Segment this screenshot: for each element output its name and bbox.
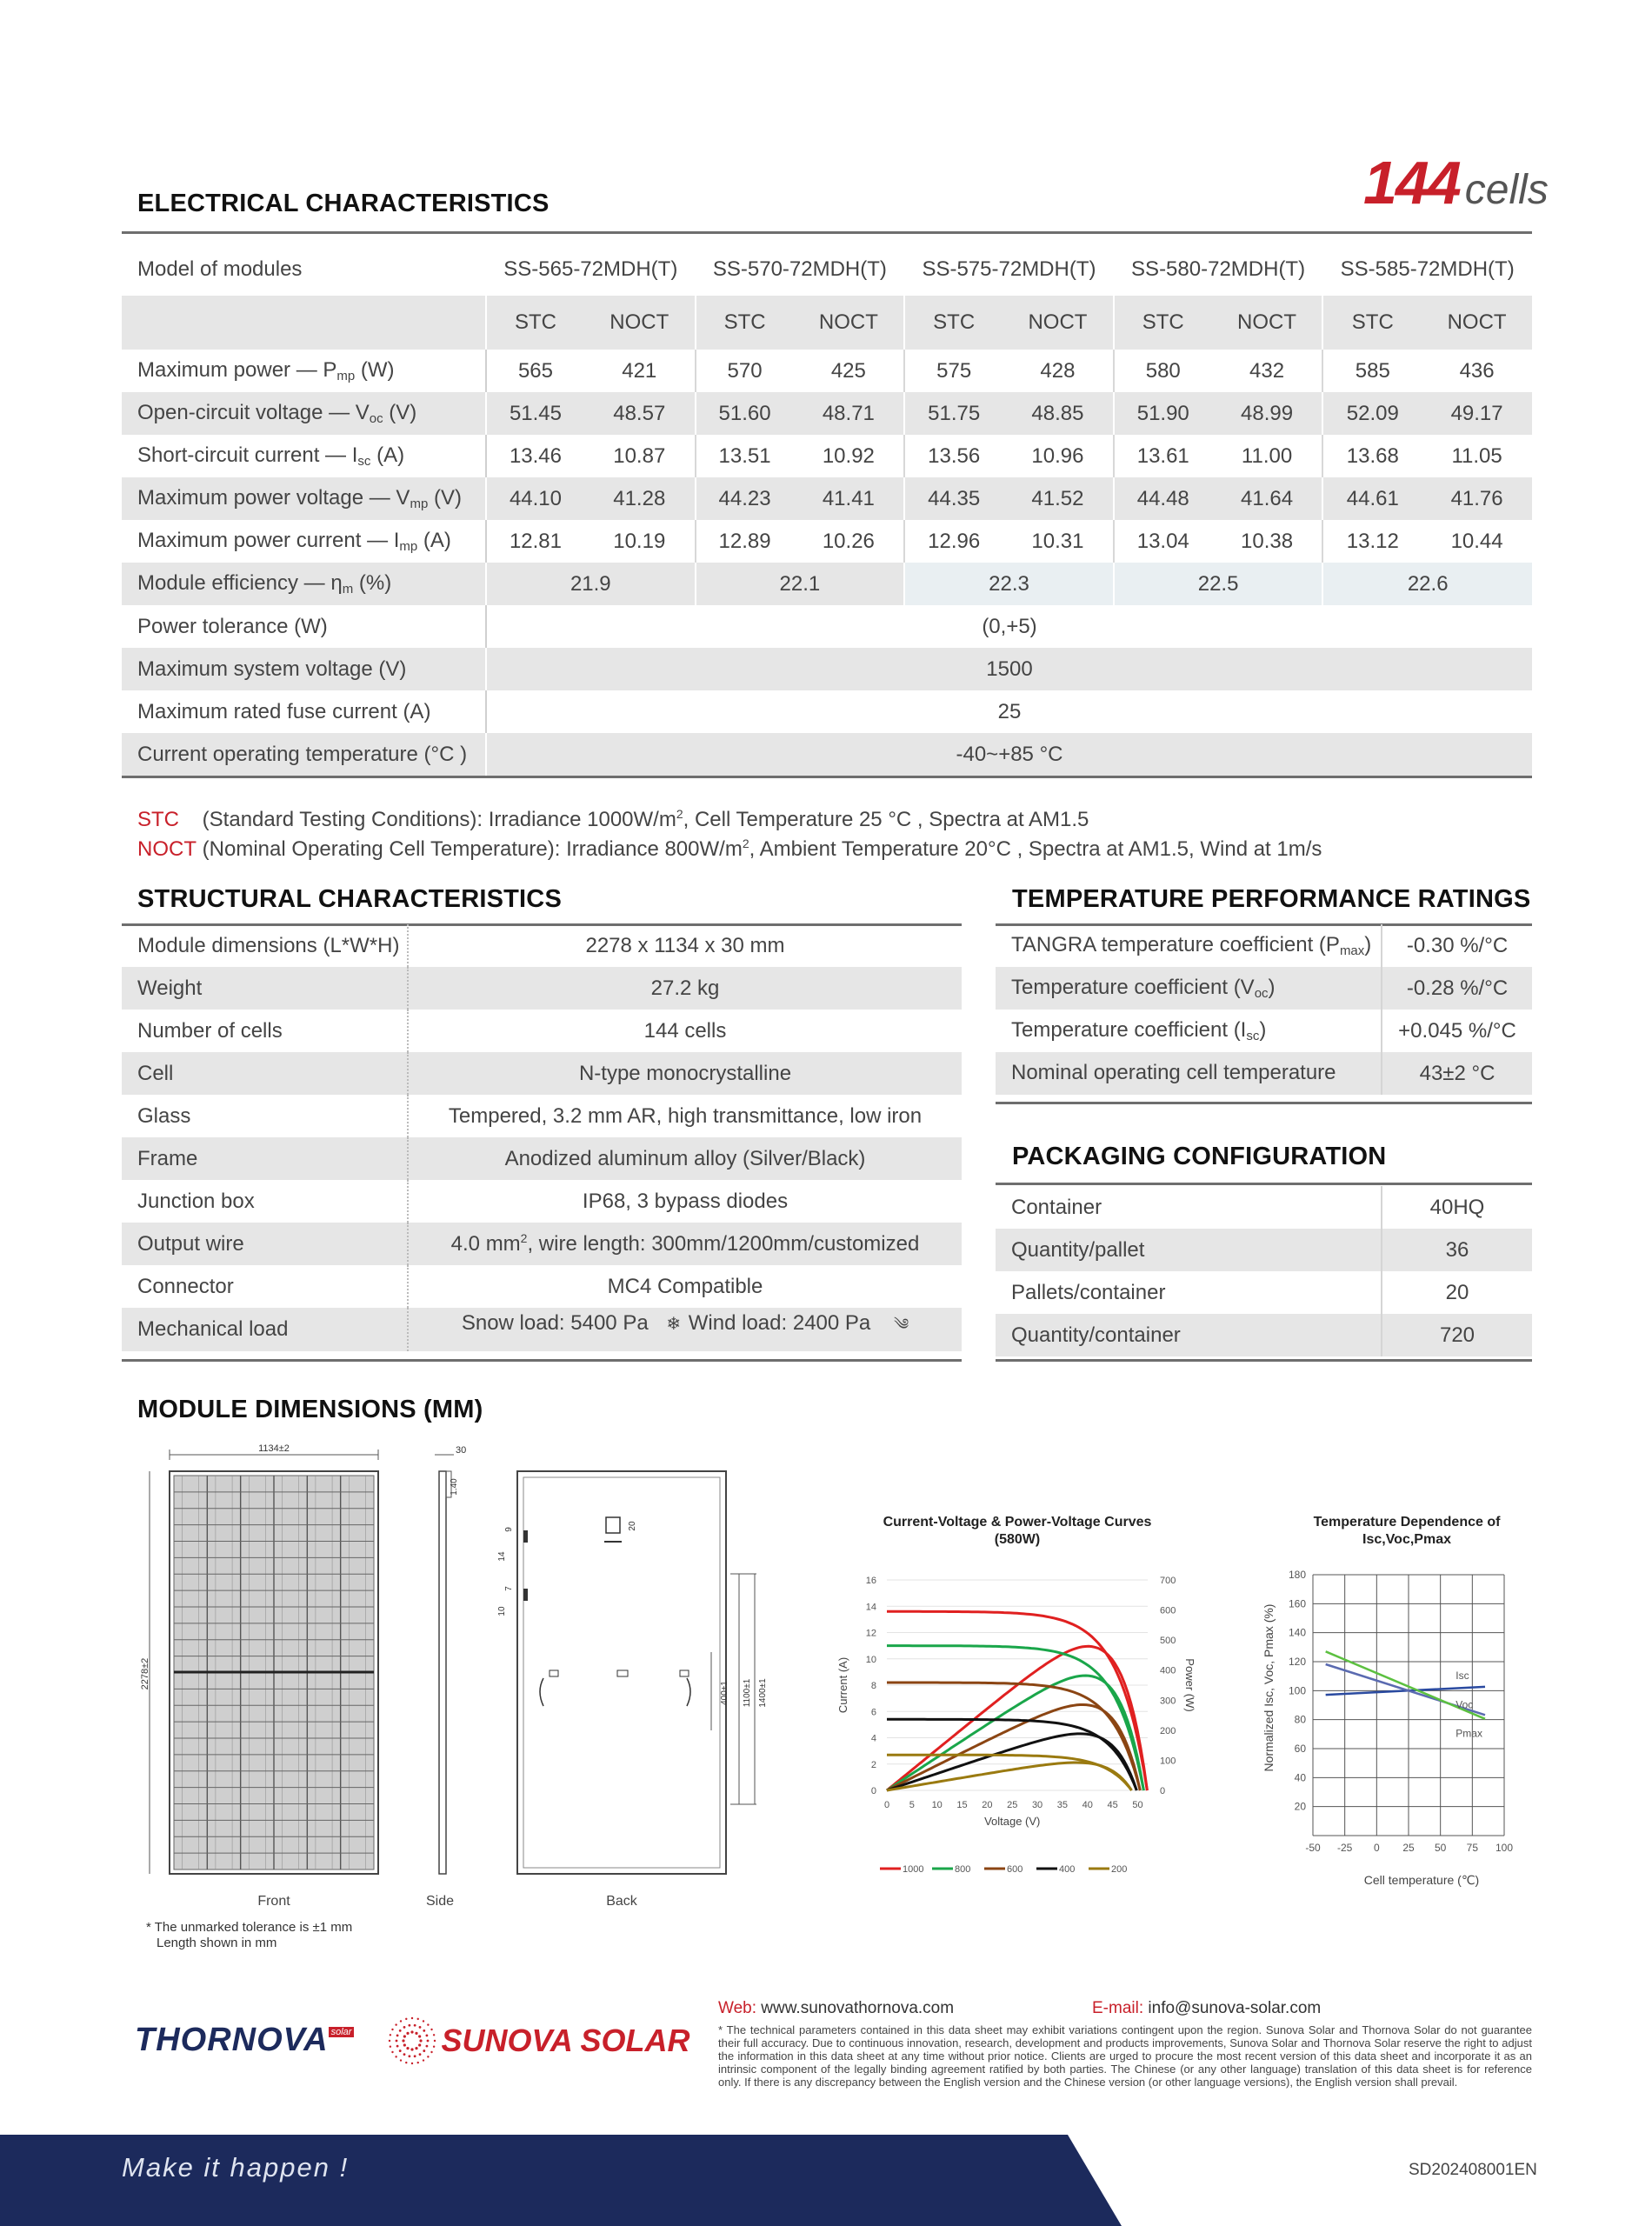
svg-text:1100±1: 1100±1 xyxy=(743,1678,752,1708)
email-label: E-mail: xyxy=(1092,1999,1144,2017)
x-tick-label: 50 xyxy=(1434,1842,1447,1854)
electrical-table xyxy=(122,243,1532,776)
y-tick-label: 60 xyxy=(1294,1743,1306,1755)
cell-value: 432 xyxy=(1249,358,1285,383)
row-label: Power tolerance (W) xyxy=(122,605,486,648)
model-name: SS-585-72MDH(T) xyxy=(1322,243,1532,296)
packaging-bottom-rule xyxy=(996,1359,1532,1362)
row-value: Anodized aluminum alloy (Silver/Black) xyxy=(408,1137,962,1180)
cell-value: 48.99 xyxy=(1212,392,1323,435)
row-value: 20 xyxy=(1445,1280,1469,1304)
x-axis-label: Voltage (V) xyxy=(984,1815,1041,1828)
y-tick-label: 8 xyxy=(870,1681,876,1691)
cell-value: 51.45 xyxy=(486,392,584,435)
svg-text:20: 20 xyxy=(628,1521,637,1531)
row-label: Temperature coefficient $(I_{sc})$ xyxy=(996,1010,1382,1052)
y2-tick-label: 600 xyxy=(1160,1605,1176,1616)
row-label: Maximum system voltage (V) xyxy=(122,648,486,690)
cell-value: 436 xyxy=(1459,358,1495,383)
thornova-tag: solar xyxy=(329,2027,355,2037)
row-value: (0,+5) xyxy=(982,614,1037,638)
condition-header: STC xyxy=(1322,296,1422,350)
table-row xyxy=(122,967,962,1010)
row-label: Maximum power voltage — $V_{mp}$ (V) xyxy=(122,477,486,520)
back-view xyxy=(497,1471,768,1874)
row-label: Current operating temperature (°C ) xyxy=(122,733,486,776)
sunova-logo xyxy=(387,2016,689,2066)
series-label: Pmax xyxy=(1455,1727,1482,1740)
y-tick-label: 16 xyxy=(865,1576,876,1586)
cell-value: 22.5 xyxy=(1114,563,1323,605)
cell-value: 21.9 xyxy=(486,563,696,605)
cell-value: 428 xyxy=(1040,358,1076,383)
row-label: Quantity/pallet xyxy=(996,1229,1382,1271)
x-tick-label: 25 xyxy=(1402,1842,1415,1854)
cell-value: 425 xyxy=(830,358,866,383)
cell-value: 51.60 xyxy=(696,392,794,435)
table-row xyxy=(122,1095,962,1137)
table-row xyxy=(122,392,1532,435)
row-value: MC4 Compatible xyxy=(607,1274,763,1298)
svg-text:400±1: 400±1 xyxy=(720,1681,729,1705)
cell-value: 10.38 xyxy=(1241,529,1294,553)
electrical-title: ELECTRICAL CHARACTERISTICS xyxy=(137,190,550,217)
condition-row xyxy=(122,296,1532,350)
cell-value: 13.51 xyxy=(696,435,794,477)
y-tick-label: 120 xyxy=(1288,1656,1306,1668)
table-row xyxy=(122,1265,962,1308)
stc-text-2: , Cell Temperature 25 °C , Spectra at AM1.5 xyxy=(683,808,1089,831)
y-tick-label: 140 xyxy=(1288,1626,1306,1639)
cell-value: 22.1 xyxy=(696,563,905,605)
chart-subtitle: Isc,Voc,Pmax xyxy=(1362,1532,1451,1547)
row-label: Weight xyxy=(122,967,408,1010)
cell-value: 13.12 xyxy=(1322,520,1422,563)
table-row xyxy=(122,1223,962,1265)
row-value: 43±2 °C xyxy=(1382,1052,1532,1095)
model-name: SS-570-72MDH(T) xyxy=(696,243,905,296)
table-row xyxy=(122,1052,962,1095)
wind-icon: ༄ xyxy=(893,1316,909,1333)
cell-value: 575 xyxy=(904,350,1003,392)
cell-value: 22.6 xyxy=(1322,563,1532,605)
length-dim-label: 2278±2 xyxy=(140,1657,150,1690)
cell-value: 49.17 xyxy=(1422,392,1532,435)
web-label: Web: xyxy=(718,1999,757,2017)
y2-tick-label: 0 xyxy=(1160,1786,1166,1796)
row-value: 40HQ xyxy=(1429,1195,1485,1219)
noct-text-1: (Nominal Operating Cell Temperature): Irradiance 800W/m xyxy=(202,837,743,861)
row-label: Nominal operating cell temperature xyxy=(996,1052,1382,1095)
y2-tick-label: 500 xyxy=(1160,1636,1176,1647)
cell-value: 585 xyxy=(1322,350,1422,392)
legend-label: 800 xyxy=(955,1864,971,1875)
table-row xyxy=(122,605,1532,648)
cells-word: cells xyxy=(1464,167,1549,213)
width-dim-label: 1134±2 xyxy=(258,1443,290,1454)
row-label: Maximum power — $P_{mp}$ (W) xyxy=(122,350,486,392)
cell-value: 11.05 xyxy=(1451,443,1502,468)
table-row xyxy=(122,435,1532,477)
iv-pv-chart xyxy=(826,1509,1196,1875)
side-width-label: 30 xyxy=(456,1445,467,1456)
row-value: -0.30 %/°C xyxy=(1406,933,1509,957)
condition-header: NOCT xyxy=(1003,296,1114,350)
condition-header: NOCT xyxy=(1422,296,1532,350)
condition-header: NOCT xyxy=(794,296,905,350)
stc-text-1: (Standard Testing Conditions): Irradiance 1000W/m xyxy=(202,808,676,831)
packaging-title: PACKAGING CONFIGURATION xyxy=(1012,1143,1387,1170)
temperature-dependence-chart xyxy=(1252,1509,1539,1917)
y-tick-label: 0 xyxy=(870,1786,876,1796)
stc-note: STC (Standard Testing Conditions): Irradiance $1000W/m^2$, Cell Temperature 25 °C , Spectra at AM1.5 xyxy=(137,807,1089,831)
y-tick-label: 10 xyxy=(865,1654,876,1665)
temperature-title: TEMPERATURE PERFORMANCE RATINGS xyxy=(1012,885,1531,913)
y-tick-label: 160 xyxy=(1288,1597,1306,1610)
table-row xyxy=(122,477,1532,520)
row-value: 2278 x 1134 x 30 mm xyxy=(585,933,785,957)
model-name: SS-575-72MDH(T) xyxy=(904,243,1114,296)
y-axis-label: Current (A) xyxy=(836,1656,849,1714)
electrical-top-rule xyxy=(122,231,1532,234)
cell-value: 51.75 xyxy=(904,392,1003,435)
cell-value: 565 xyxy=(517,358,553,383)
row-label: Junction box xyxy=(122,1180,408,1223)
snow-load: Snow load: 5400 Pa xyxy=(461,1311,649,1335)
side-caption: Side xyxy=(425,1894,455,1909)
row-label: Short-circuit current — $I_{sc}$ (A) xyxy=(122,435,486,477)
structural-title: STRUCTURAL CHARACTERISTICS xyxy=(137,885,562,913)
pv-curve-400 xyxy=(887,1734,1136,1790)
noct-key: NOCT xyxy=(137,837,197,861)
packaging-top-rule xyxy=(996,1183,1532,1185)
row-value: 4.0 $mm^2$, wire length: 300mm/1200mm/customized xyxy=(408,1223,962,1265)
cell-value: 51.90 xyxy=(1114,392,1212,435)
cell-value: 41.52 xyxy=(1003,477,1114,520)
row-value: Tempered, 3.2 mm AR, high transmittance, low iron xyxy=(448,1103,923,1128)
iv-curve-600 xyxy=(887,1683,1140,1790)
email-line xyxy=(1092,1999,1321,2018)
front-caption: Front xyxy=(257,1894,290,1909)
row-value: 25 xyxy=(997,699,1022,723)
table-row xyxy=(122,733,1532,776)
svg-text:7: 7 xyxy=(504,1586,514,1591)
table-row xyxy=(996,1229,1532,1271)
temperature-table xyxy=(996,924,1532,1095)
table-row xyxy=(122,350,1532,392)
condition-header: STC xyxy=(486,296,584,350)
cell-value: 13.46 xyxy=(509,443,562,468)
row-label: Quantity/container xyxy=(996,1314,1382,1356)
row-value: -0.28 %/°C xyxy=(1382,967,1532,1010)
cell-value: 10.26 xyxy=(822,529,875,553)
x-tick-label: -25 xyxy=(1336,1842,1353,1854)
y-tick-label: 80 xyxy=(1294,1713,1306,1726)
web-line xyxy=(718,1999,954,2018)
cell-value: 13.68 xyxy=(1322,435,1422,477)
thornova-wordmark: THORNOVA xyxy=(135,2022,329,2058)
y-tick-label: 40 xyxy=(1294,1771,1306,1784)
side-small-label: 1.40 xyxy=(450,1478,459,1496)
row-value: 36 xyxy=(1382,1229,1532,1271)
table-row xyxy=(122,1308,962,1351)
table-row xyxy=(122,1180,962,1223)
cell-value: 580 xyxy=(1114,350,1212,392)
structural-bottom-rule xyxy=(122,1359,962,1362)
table-row xyxy=(122,648,1532,690)
cell-value: 48.85 xyxy=(1003,392,1114,435)
cell-value: 52.09 xyxy=(1322,392,1422,435)
x-tick-label: 40 xyxy=(1082,1800,1093,1810)
row-label: Frame xyxy=(122,1137,408,1180)
svg-text:9: 9 xyxy=(504,1527,514,1532)
row-label: Pallets/container xyxy=(996,1271,1382,1314)
row-value: 144 cells xyxy=(643,1018,727,1043)
row-label: Glass xyxy=(122,1095,408,1137)
model-label: Model of modules xyxy=(122,243,486,296)
row-label: Cell xyxy=(122,1052,408,1095)
cell-value: 44.23 xyxy=(696,477,794,520)
cell-value: 41.64 xyxy=(1212,477,1323,520)
y2-tick-label: 700 xyxy=(1160,1576,1176,1586)
email-link[interactable]: info@sunova-solar.com xyxy=(1148,1999,1322,2017)
cell-value: 44.10 xyxy=(486,477,584,520)
row-label: Module dimensions (L*W*H) xyxy=(122,924,408,967)
svg-text:10: 10 xyxy=(497,1606,507,1616)
series-label: Isc xyxy=(1455,1670,1469,1682)
x-tick-label: 30 xyxy=(1031,1800,1043,1810)
legend-label: 400 xyxy=(1059,1864,1076,1875)
row-label: Connector xyxy=(122,1265,408,1308)
slogan: Make it happen ! xyxy=(122,2152,350,2183)
sun-icon xyxy=(387,2016,437,2066)
table-row xyxy=(122,1137,962,1180)
condition-header: STC xyxy=(696,296,794,350)
y-tick-label: 14 xyxy=(865,1602,876,1613)
y2-tick-label: 100 xyxy=(1160,1756,1176,1767)
table-row xyxy=(996,924,1532,967)
stc-key: STC xyxy=(137,808,179,831)
cell-value: 22.3 xyxy=(904,563,1114,605)
packaging-table xyxy=(996,1186,1532,1356)
cell-value: 13.04 xyxy=(1114,520,1212,563)
table-row xyxy=(996,1010,1532,1052)
row-label: Maximum rated fuse current (A) xyxy=(122,690,486,733)
dimensions-title: MODULE DIMENSIONS (MM) xyxy=(137,1396,483,1423)
row-label: Open-circuit voltage — $V_{oc}$ (V) xyxy=(122,392,486,435)
row-value: 720 xyxy=(1382,1314,1532,1356)
cell-value: 10.19 xyxy=(613,529,666,553)
temperature-bottom-rule xyxy=(996,1102,1532,1104)
cell-value: 13.56 xyxy=(904,435,1003,477)
model-row xyxy=(122,243,1532,296)
y2-tick-label: 300 xyxy=(1160,1696,1176,1707)
x-tick-label: 50 xyxy=(1132,1800,1143,1810)
cell-value: 10.92 xyxy=(822,443,875,468)
y2-tick-label: 400 xyxy=(1160,1665,1176,1676)
condition-header: NOCT xyxy=(584,296,696,350)
x-tick-label: 75 xyxy=(1466,1842,1479,1854)
y-axis-label: Normalized Isc, Voc, Pmax (%) xyxy=(1262,1603,1276,1772)
cells-number: 144 xyxy=(1363,149,1460,217)
x-tick-label: 0 xyxy=(1373,1842,1380,1854)
table-row xyxy=(996,967,1532,1010)
x-tick-label: 15 xyxy=(956,1800,968,1810)
table-row xyxy=(996,1314,1532,1356)
row-label: Number of cells xyxy=(122,1010,408,1052)
y-tick-label: 6 xyxy=(870,1707,876,1718)
y-tick-label: 20 xyxy=(1294,1800,1306,1813)
module-drawings xyxy=(130,1439,809,1926)
thornova-logo xyxy=(135,2022,354,2059)
cell-value: 44.35 xyxy=(904,477,1003,520)
condition-header: STC xyxy=(904,296,1003,350)
table-row xyxy=(996,1052,1532,1095)
cell-value: 12.81 xyxy=(509,529,562,553)
row-value: +0.045 %/°C xyxy=(1398,1018,1516,1043)
row-label: Maximum power current — $I_{mp}$ (A) xyxy=(122,520,486,563)
x-tick-label: 20 xyxy=(982,1800,993,1810)
x-axis-label: Cell temperature (℃) xyxy=(1363,1873,1480,1887)
y-tick-label: 2 xyxy=(870,1759,876,1770)
table-row xyxy=(122,520,1532,563)
x-tick-label: 35 xyxy=(1056,1800,1069,1810)
front-view xyxy=(140,1443,378,1874)
table-row xyxy=(996,1186,1532,1229)
x-tick-label: -50 xyxy=(1305,1842,1321,1854)
x-tick-label: 45 xyxy=(1107,1800,1118,1810)
snowflake-icon: ❄ xyxy=(666,1315,682,1334)
x-tick-label: 10 xyxy=(931,1800,943,1810)
noct-text-2: , Ambient Temperature 20°C , Spectra at AM1.5, Wind at 1m/s xyxy=(749,837,1322,861)
cell-value: 10.96 xyxy=(1031,443,1084,468)
back-caption: Back xyxy=(606,1894,637,1909)
pv-curve-800 xyxy=(887,1676,1143,1790)
cells-badge xyxy=(1363,148,1549,217)
disclaimer: * The technical parameters contained in this data sheet may exhibit variations contingent upon the region. Sunova Solar and Thornova Solar do not guarantee their full accuracy. Due to continuous innovation, research, development and products improvements, Sunova Solar and Thornova Solar reserve the right to adjust the information in this data sheet at any time without prior notice. Clients are urged to procure the most recent version of this data sheet and incorporate it as an intrinsic component of the legally binding agreement ratified by both parties. The Chinese (or any other language) translation of this data sheet is for reference only. If there is any discrepancy between the English version and the Chinese version (or other language versions), the English version shall prevail. xyxy=(718,2023,1532,2089)
condition-header: NOCT xyxy=(1212,296,1323,350)
row-value: IP68, 3 bypass diodes xyxy=(582,1189,789,1213)
electrical-bottom-rule xyxy=(122,776,1532,778)
row-label: Container xyxy=(996,1186,1382,1229)
cell-value: 44.48 xyxy=(1114,477,1212,520)
noct-note: NOCT (Nominal Operating Cell Temperature): Irradiance $800W/m^2$, Ambient Temperature 20°C , Spectra at AM1.5, Wind at 1m/s xyxy=(137,836,1322,861)
y-tick-label: 4 xyxy=(870,1733,876,1744)
wind-load: Wind load: 2400 Pa xyxy=(688,1311,871,1335)
cell-value: 10.44 xyxy=(1450,529,1503,553)
structural-table xyxy=(122,924,962,1351)
legend-label: 1000 xyxy=(903,1864,924,1875)
row-value: -40~+85 °C xyxy=(486,733,1532,776)
table-row xyxy=(122,1010,962,1052)
table-row xyxy=(122,690,1532,733)
x-tick-label: 100 xyxy=(1495,1842,1514,1854)
series-label: Voc xyxy=(1455,1698,1474,1711)
y-tick-label: 180 xyxy=(1288,1569,1306,1581)
row-value: N-type monocrystalline xyxy=(408,1052,962,1095)
row-label: Module efficiency — $\eta_m$ (%) xyxy=(122,563,486,605)
chart-title: Temperature Dependence of xyxy=(1313,1515,1501,1530)
table-row xyxy=(996,1271,1532,1314)
cell-value: 12.89 xyxy=(696,520,794,563)
sunova-wordmark: SUNOVA SOLAR xyxy=(441,2023,690,2058)
side-view xyxy=(435,1445,466,1874)
cell-value: 10.31 xyxy=(1031,529,1084,553)
condition-header: STC xyxy=(1114,296,1212,350)
chart-subtitle: (580W) xyxy=(994,1532,1041,1547)
row-value: 27.2 kg xyxy=(408,967,962,1010)
doc-code: SD202408001EN xyxy=(1409,2161,1537,2179)
y2-axis-label: Power (W) xyxy=(1183,1658,1196,1712)
row-label: TANGRA temperature coefficient $(P_{max})$ xyxy=(996,924,1382,967)
legend-label: 600 xyxy=(1007,1864,1023,1875)
x-tick-label: 5 xyxy=(909,1800,915,1810)
row-value: 1500 xyxy=(486,648,1532,690)
y-tick-label: 100 xyxy=(1288,1684,1306,1697)
svg-text:1400±1: 1400±1 xyxy=(758,1678,768,1708)
cell-value: 44.61 xyxy=(1322,477,1422,520)
tolerance-note: * The unmarked tolerance is ±1 mm Length shown in mm xyxy=(146,1920,353,1950)
cell-value: 10.87 xyxy=(613,443,666,468)
cell-value: 48.57 xyxy=(584,392,696,435)
cell-value: 41.76 xyxy=(1422,477,1532,520)
y-tick-label: 12 xyxy=(865,1628,876,1639)
svg-text:14: 14 xyxy=(497,1551,507,1562)
row-value xyxy=(408,1308,962,1351)
chart-title: Current-Voltage & Power-Voltage Curves xyxy=(883,1515,1152,1530)
legend-label: 200 xyxy=(1111,1864,1128,1875)
cell-value: 41.28 xyxy=(584,477,696,520)
cell-value: 48.71 xyxy=(794,392,905,435)
model-name: SS-565-72MDH(T) xyxy=(486,243,696,296)
web-link[interactable]: www.sunovathornova.com xyxy=(761,1999,955,2017)
row-label: Temperature coefficient $(V_{oc})$ xyxy=(996,967,1382,1010)
x-tick-label: 0 xyxy=(883,1800,890,1810)
table-row xyxy=(122,924,962,967)
cell-value: 570 xyxy=(696,350,794,392)
y2-tick-label: 200 xyxy=(1160,1725,1176,1736)
cell-value: 421 xyxy=(622,358,657,383)
row-label: Output wire xyxy=(122,1223,408,1265)
efficiency-row xyxy=(122,563,1532,605)
x-tick-label: 25 xyxy=(1007,1800,1018,1810)
model-name: SS-580-72MDH(T) xyxy=(1114,243,1323,296)
cell-value: 12.96 xyxy=(904,520,1003,563)
cell-value: 13.61 xyxy=(1114,435,1212,477)
row-label: Mechanical load xyxy=(122,1308,408,1351)
cell-value: 11.00 xyxy=(1241,443,1293,468)
cell-value: 41.41 xyxy=(794,477,905,520)
